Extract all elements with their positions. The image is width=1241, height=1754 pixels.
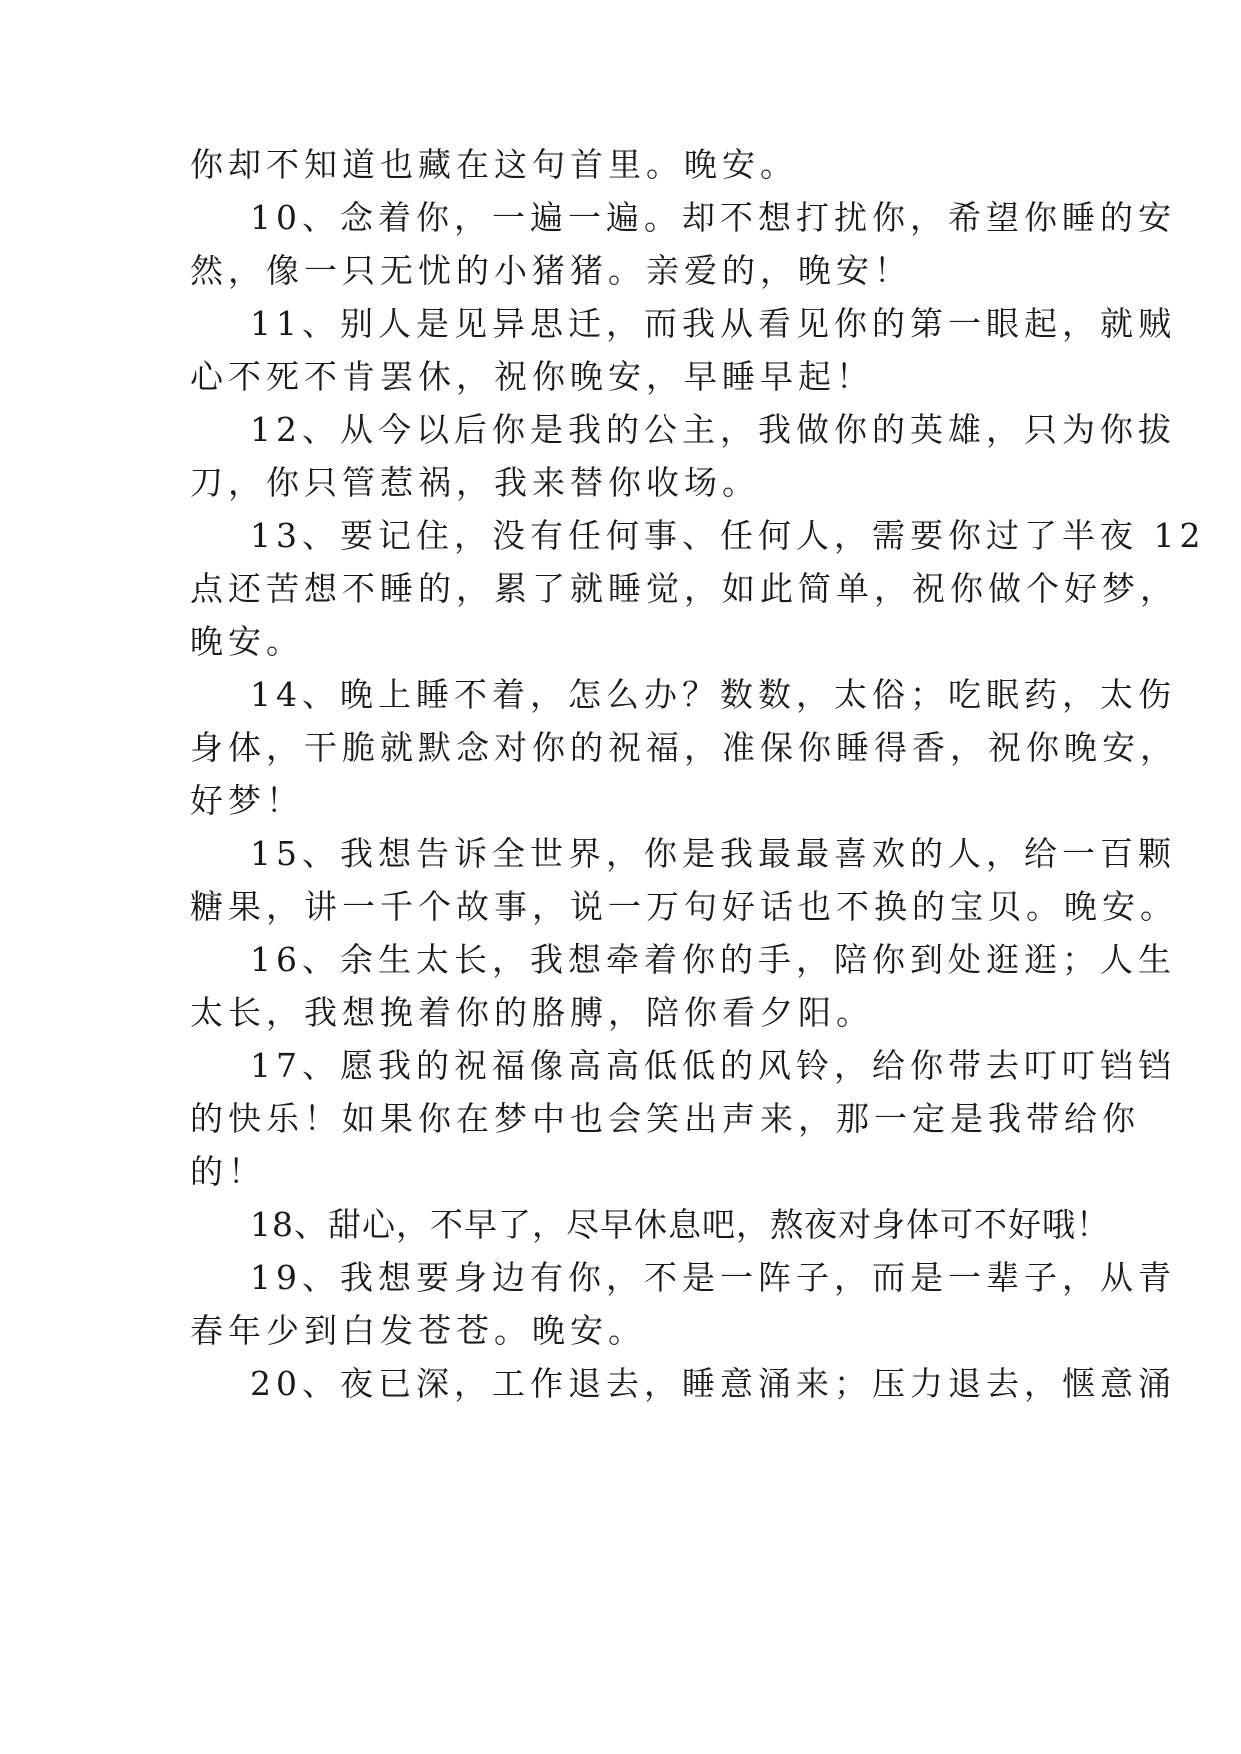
- text-line: 12、从今以后你是我的公主，我做你的英雄，只为你拔: [250, 410, 1176, 449]
- text-line: 17、愿我的祝福像高高低低的风铃，给你带去叮叮铛铛: [250, 1046, 1176, 1085]
- text-line: 15、我想告诉全世界，你是我最最喜欢的人，给一百颗: [250, 834, 1176, 873]
- text-line: 心不死不肯罢休，祝你晚安，早睡早起！: [190, 357, 874, 396]
- text-line: 14、晚上睡不着，怎么办？数数，太俗；吃眠药，太伤: [250, 675, 1176, 714]
- text-line: 11、别人是见异思迁，而我从看见你的第一眼起，就贼: [250, 304, 1176, 343]
- text-line: 刀，你只管惹祸，我来替你收场。: [190, 463, 760, 502]
- text-line: 然，像一只无忧的小猪猪。亲爱的，晚安！: [190, 251, 912, 290]
- text-line: 20、夜已深，工作退去，睡意涌来；压力退去，惬意涌: [250, 1364, 1176, 1403]
- text-line: 18、甜心，不早了，尽早休息吧，熬夜对身体可不好哦！: [250, 1205, 1110, 1244]
- text-line: 的！: [190, 1152, 266, 1191]
- text-line: 点还苦想不睡的，累了就睡觉，如此简单，祝你做个好梦，: [190, 569, 1178, 608]
- text-line: 13、要记住，没有任何事、任何人，需要你过了半夜 12: [250, 516, 1206, 555]
- text-line: 身体，干脆就默念对你的祝福，准保你睡得香，祝你晚安，: [190, 728, 1178, 767]
- text-line: 的快乐！如果你在梦中也会笑出声来，那一定是我带给你: [190, 1099, 1140, 1138]
- text-line: 19、我想要身边有你，不是一阵子，而是一辈子，从青: [250, 1258, 1176, 1297]
- text-line: 糖果，讲一千个故事，说一万句好话也不换的宝贝。晚安。: [190, 887, 1178, 926]
- text-line: 好梦！: [190, 781, 304, 820]
- text-line: 太长，我想挽着你的胳膊，陪你看夕阳。: [190, 993, 874, 1032]
- text-line: 你却不知道也藏在这句首里。晚安。: [190, 145, 798, 184]
- text-line: 春年少到白发苍苍。晚安。: [190, 1311, 646, 1350]
- text-line: 晚安。: [190, 622, 304, 661]
- text-line: 10、念着你，一遍一遍。却不想打扰你，希望你睡的安: [250, 198, 1176, 237]
- text-line: 16、余生太长，我想牵着你的手，陪你到处逛逛；人生: [250, 940, 1176, 979]
